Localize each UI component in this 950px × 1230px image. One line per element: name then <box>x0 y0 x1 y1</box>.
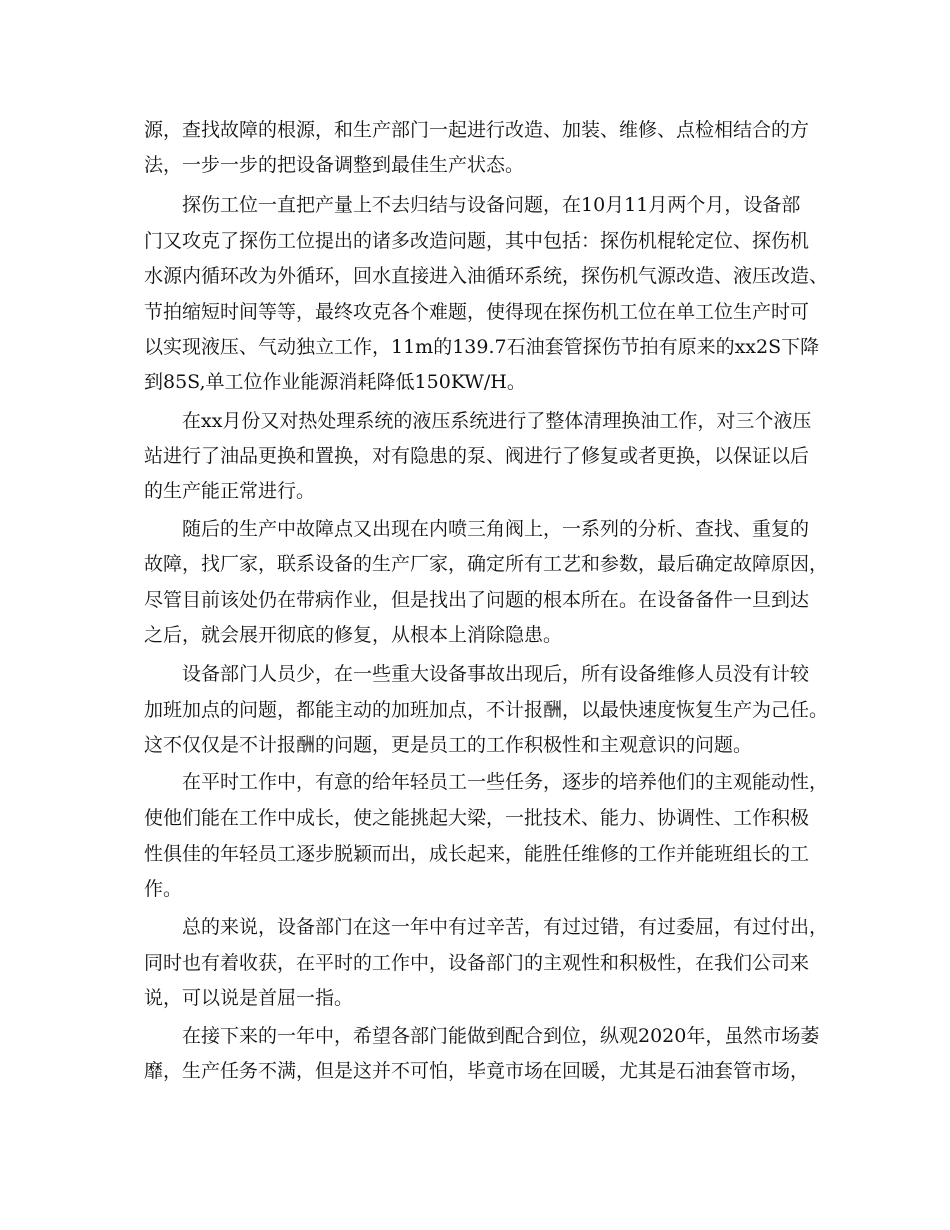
text-line: 门又攻克了探伤工位提出的诸多改造问题，其中包括：探伤机棍轮定位、探伤机 <box>144 230 810 252</box>
text-line: 尽管目前该处仍在带病作业，但是找出了问题的根本所在。在设备备件一旦到达 <box>144 589 810 611</box>
paragraph-first-line: 探伤工位一直把产量上不去归结与设备问题，在10月11月两个月，设备部 <box>182 194 801 216</box>
text-line: 的生产能正常进行。 <box>144 480 316 502</box>
text-line: 水源内循环改为外循环，回水直接进入油循环系统，探伤机气源改造、液压改造、 <box>144 265 829 287</box>
text-line: 靡，生产任务不满，但是这并不可怕，毕竟市场在回暖，尤其是石油套管市场， <box>144 1060 810 1082</box>
text-line: 加班加点的问题，都能主动的加班加点，不计报酬，以最快速度恢复生产为己任。 <box>144 699 829 721</box>
text-line: 这不仅仅是不计报酬的问题，更是员工的工作积极性和主观意识的问题。 <box>144 734 753 756</box>
paragraph-first-line: 设备部门人员少，在一些重大设备事故出现后，所有设备维修人员没有计较 <box>182 663 810 685</box>
paragraph-first-line: 在平时工作中，有意的给年轻员工一些任务，逐步的培养他们的主观能动性， <box>182 771 829 793</box>
text-line: 使他们能在工作中成长，使之能挑起大梁，一批技术、能力、协调性、工作积极 <box>144 807 810 829</box>
paragraph-first-line: 总的来说，设备部门在这一年中有过辛苦，有过过错，有过委屈，有过付出， <box>182 916 829 938</box>
text-line: 故障，找厂家，联系设备的生产厂家，确定所有工艺和参数，最后确定故障原因， <box>144 553 829 575</box>
text-line: 性俱佳的年轻员工逐步脱颖而出，成长起来，能胜任维修的工作并能班组长的工 <box>144 843 810 865</box>
text-line: 之后，就会展开彻底的修复，从根本上消除隐患。 <box>144 624 563 646</box>
text-line: 到85S,单工位作业能源消耗降低150KW/H。 <box>144 371 526 393</box>
paragraph-first-line: 在xx月份又对热处理系统的液压系统进行了整体清理换油工作，对三个液压 <box>182 410 812 432</box>
text-line: 作。 <box>144 878 183 900</box>
text-line: 说，可以说是首屈一指。 <box>144 987 354 1009</box>
text-line: 以实现液压、气动独立工作，11m的139.7石油套管探伤节拍有原来的xx2S下降 <box>144 336 820 358</box>
paragraph-first-line: 随后的生产中故障点又出现在内喷三角阀上，一系列的分析、查找、重复的 <box>182 518 810 540</box>
text-line: 同时也有着收获，在平时的工作中，设备部门的主观性和积极性，在我们公司来 <box>144 952 810 974</box>
text-line: 站进行了油品更换和置换，对有隐患的泵、阀进行了修复或者更换，以保证以后 <box>144 445 810 467</box>
text-line: 节拍缩短时间等等，最终攻克各个难题，使得现在探伤机工位在单工位生产时可 <box>144 301 810 323</box>
text-line: 源，查找故障的根源，和生产部门一起进行改造、加装、维修、点检相结合的方 <box>144 119 810 141</box>
paragraph-first-line: 在接下来的一年中，希望各部门能做到配合到位，纵观2020年，虽然市场萎 <box>182 1025 820 1047</box>
text-line: 法，一步一步的把设备调整到最佳生产状态。 <box>144 154 525 176</box>
